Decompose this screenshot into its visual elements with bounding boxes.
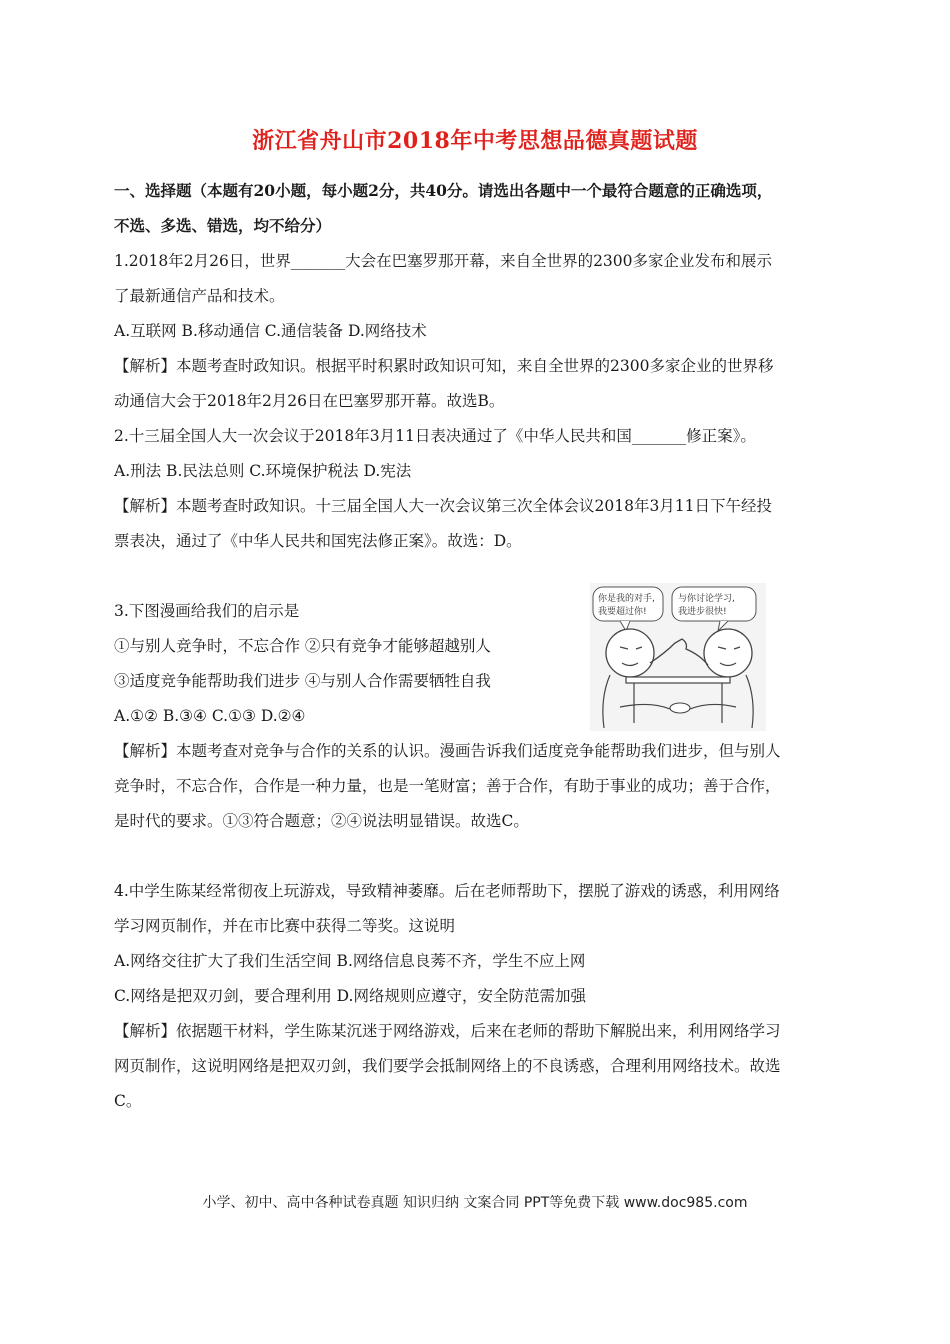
- q4-options-line-2: C.网络是把双刃剑，要合理利用 D.网络规则应遵守，安全防范需加强: [114, 987, 586, 1005]
- q4-options-line-1: A.网络交往扩大了我们生活空间 B.网络信息良莠不齐，学生不应上网: [114, 952, 586, 970]
- arm-wrestling-cartoon: [590, 583, 766, 731]
- q1-analysis-line-1: 【解析】本题考查时政知识。根据平时积累时政知识可知，来自全世界的2300多家企业的世界移: [114, 357, 774, 375]
- q2-options: A.刑法 B.民法总则 C.环境保护税法 D.宪法: [114, 462, 412, 480]
- q3-analysis-line-3: 是时代的要求。①③符合题意；②④说法明显错误。故选C。: [114, 812, 529, 830]
- q4-analysis-line-1: 【解析】依据题干材料，学生陈某沉迷于网络游戏，后来在老师的帮助下解脱出来，利用网络学习: [114, 1022, 781, 1040]
- left-figure-head: [606, 629, 654, 677]
- q3-item-line-2: ③适度竞争能帮助我们进步 ④与别人合作需要牺牲自我: [114, 672, 491, 690]
- q4-analysis-line-3: C。: [114, 1092, 142, 1110]
- q3-analysis-line-2: 竞争时，不忘合作，合作是一种力量，也是一笔财富；善于合作，有助于事业的成功；善于合作，: [114, 777, 781, 795]
- q1-stem-line-1: 1.2018年2月26日，世界_______大会在巴塞罗那开幕，来自全世界的2300多家企业发布和展示: [114, 252, 773, 270]
- document-title: 浙江省舟山市2018年中考思想品德真题试题: [252, 128, 698, 154]
- q3-stem: 3.下图漫画给我们的启示是: [114, 602, 300, 620]
- left-bubble-line-1: 你是我的对手,: [598, 594, 655, 604]
- q2-analysis-line-1: 【解析】本题考查时政知识。十三届全国人大一次会议第三次全体会议2018年3月11日下午经投: [114, 497, 773, 515]
- right-figure-head: [704, 629, 752, 677]
- section-header-line-1: 一、选择题（本题有20小题，每小题2分，共40分。请选出各题中一个最符合题意的正确选项，: [114, 181, 773, 200]
- q3-analysis-line-1: 【解析】本题考查对竞争与合作的关系的认识。漫画告诉我们适度竞争能帮助我们进步，但与别人: [114, 742, 781, 760]
- q4-stem-line-2: 学习网页制作，并在市比赛中获得二等奖。这说明: [114, 917, 456, 935]
- q3-options: A.①② B.③④ C.①③ D.②④: [114, 707, 306, 725]
- q4-analysis-line-2: 网页制作，这说明网络是把双刃剑，我们要学会抵制网络上的不良诱惑，合理利用网络技术。故选: [114, 1057, 781, 1075]
- q1-analysis-line-2: 动通信大会于2018年2月26日在巴塞罗那开幕。故选B。: [114, 392, 505, 410]
- right-bubble-line-1: 与你讨论学习,: [678, 594, 735, 604]
- page-footer: 小学、初中、高中各种试卷真题 知识归纳 文案合同 PPT等免费下载 www.doc985.com: [202, 1195, 748, 1211]
- q2-stem: 2.十三届全国人大一次会议于2018年3月11日表决通过了《中华人民共和国_______修正案》。: [114, 427, 756, 445]
- q4-stem-line-1: 4.中学生陈某经常彻夜上玩游戏，导致精神萎靡。后在老师帮助下，摆脱了游戏的诱惑，利用网络: [114, 882, 780, 900]
- q3-item-line-1: ①与别人竞争时，不忘合作 ②只有竞争才能够超越别人: [114, 637, 491, 655]
- q2-analysis-line-2: 票表决，通过了《中华人民共和国宪法修正案》。故选：D。: [114, 532, 522, 550]
- left-bubble-line-2: 我要超过你!: [598, 607, 647, 617]
- table-top: [626, 677, 730, 683]
- q1-stem-line-2: 了最新通信产品和技术。: [114, 287, 285, 305]
- q1-options: A.互联网 B.移动通信 C.通信装备 D.网络技术: [114, 322, 427, 340]
- section-header-line-2: 不选、多选、错选，均不给分）: [114, 216, 332, 235]
- right-bubble-line-2: 我进步很快!: [678, 607, 727, 617]
